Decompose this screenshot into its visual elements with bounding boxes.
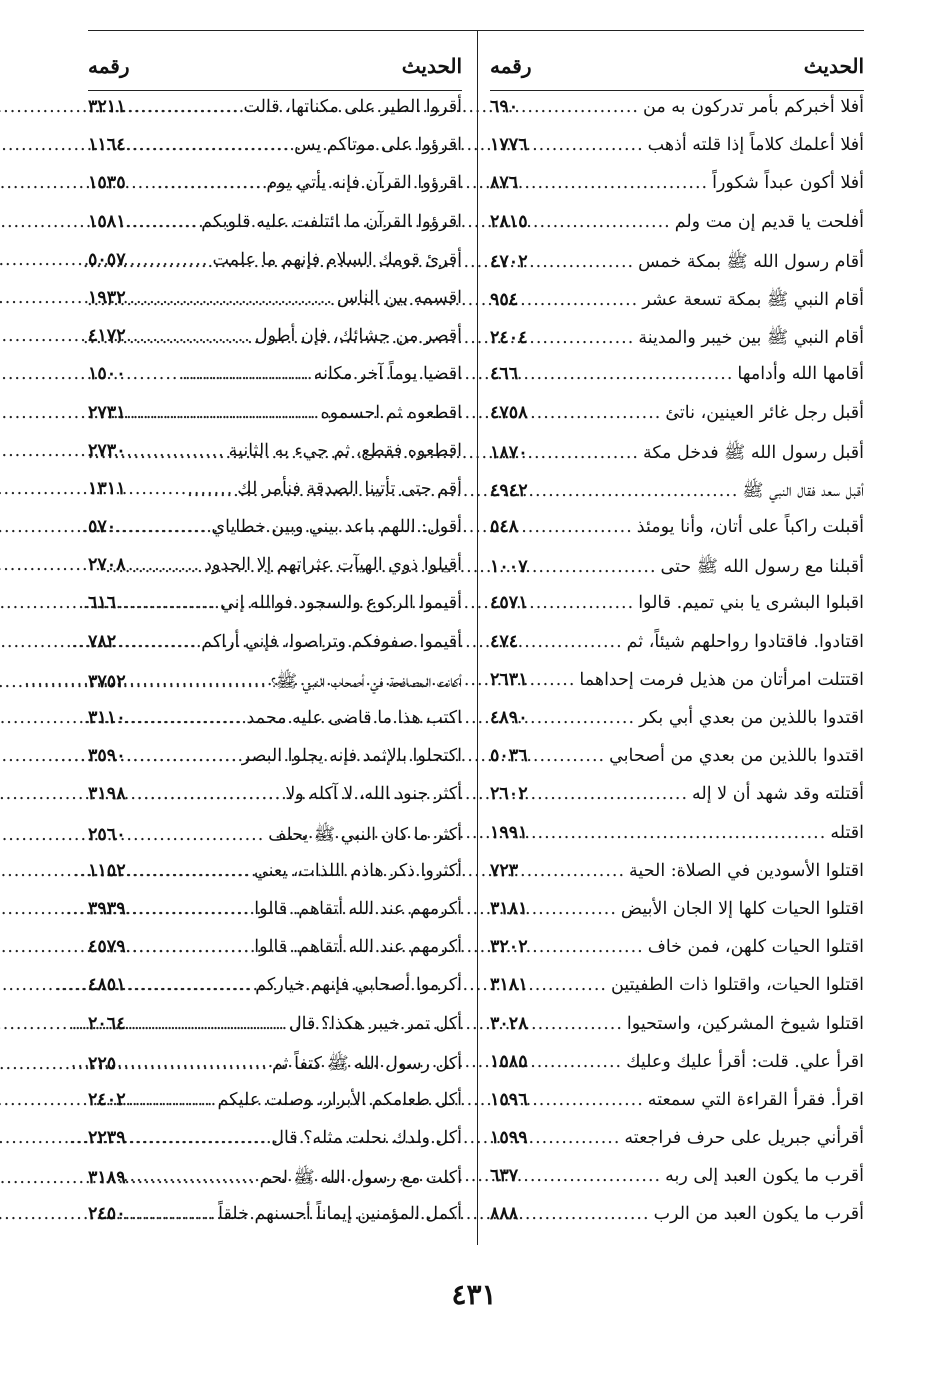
hadith-number: ١٥٨٥ xyxy=(490,1051,528,1072)
hadith-number: ٨٨٨ xyxy=(490,1204,519,1225)
index-entry xyxy=(88,632,462,670)
dot-leader xyxy=(120,517,207,537)
hadith-number: ٤٦٦ xyxy=(490,364,519,385)
hadith-number: ١٩٩١ xyxy=(490,822,528,843)
hadith-number: ٢٠٦٤ xyxy=(88,1013,126,1034)
dot-leader xyxy=(130,899,251,919)
dot-leader xyxy=(130,555,200,575)
hadith-text: اقتلوا الأسودين في الصلاة: الحية xyxy=(629,860,864,881)
hadith-text: اقرؤوا على موتاكم يس xyxy=(294,135,462,156)
header-hadith: الحديث xyxy=(803,54,864,78)
index-entry xyxy=(88,823,462,861)
index-entry xyxy=(88,593,462,631)
dot-leader xyxy=(130,861,250,881)
index-entry xyxy=(88,670,462,708)
dot-leader xyxy=(130,212,198,232)
dot-leader xyxy=(130,441,225,461)
dot-leader xyxy=(130,403,317,423)
hadith-text: أكثر جنود الله، لا آكله ولا xyxy=(285,784,462,805)
hadith-text: أقيموا الركوع والسجود فوالله إني xyxy=(220,593,462,614)
hadith-number: ٣١٨١ xyxy=(490,975,528,996)
hadith-number: ٢٥٦٠ xyxy=(88,824,126,845)
hadith-number: ١٠٠٧ xyxy=(490,557,528,578)
hadith-text: أقرب ما يكون العبد من الرب xyxy=(653,1204,864,1225)
index-entry xyxy=(490,1204,864,1242)
header-hadith: الحديث xyxy=(401,54,462,78)
hadith-number: ٢٤٠٤ xyxy=(490,328,528,349)
hadith-text: أفلا أعلمك كلاماً إذا قلته أذهب xyxy=(647,135,864,156)
hadith-text: أقرب ما يكون العبد إلى ربه xyxy=(665,1166,864,1187)
hadith-number: ٣٠٢٨ xyxy=(490,1013,528,1034)
hadith-number: ٥٠٥٧ xyxy=(88,249,126,270)
hadith-text: اقرأ علي. قلت: أقرأ عليك وعليك xyxy=(626,1051,864,1072)
hadith-text: اكتب هذا ما قاضى عليه محمد xyxy=(246,708,462,728)
hadith-number: ٧٢٣ xyxy=(490,860,519,881)
right-column xyxy=(490,42,864,1243)
hadith-number: ٢٧٠٨ xyxy=(88,555,126,576)
hadith-number: ١٥٨١ xyxy=(88,211,126,232)
index-entry xyxy=(490,899,864,937)
index-entry xyxy=(88,1052,462,1090)
dot-leader xyxy=(130,746,238,766)
hadith-number: ٢٤٠٢ xyxy=(88,1089,126,1110)
hadith-text: اقتله xyxy=(830,822,864,843)
index-entry xyxy=(88,555,462,593)
index-entry xyxy=(88,173,462,211)
hadith-text: أقبلنا مع رسول الله ﷺ حتى xyxy=(660,557,864,578)
top-rule xyxy=(88,30,864,31)
dot-leader xyxy=(120,593,216,613)
index-entry xyxy=(88,1166,462,1204)
hadith-number: ١١٦٤ xyxy=(88,135,126,156)
hadith-text: أكرموا أصحابي فإنهم خياركم xyxy=(255,975,462,996)
dot-leader xyxy=(532,1052,622,1072)
hadith-number: ٤٧٥٨ xyxy=(490,402,528,423)
index-entry xyxy=(490,250,864,288)
dot-leader xyxy=(532,975,607,995)
hadith-text: اقتلوا الحيات كلهن، فمن خاف xyxy=(647,937,864,958)
hadith-text: اكتحلوا بالإثمد فإنه يجلوا البصر xyxy=(241,746,462,767)
dot-leader xyxy=(120,1054,268,1074)
hadith-text: اقرؤوا القرآن فإنه يأتي يوم xyxy=(266,173,462,194)
hadith-number: ١٥٩٩ xyxy=(490,1128,528,1149)
hadith-text: اقبلوا البشرى يا بني تميم. قالوا xyxy=(638,593,864,614)
hadith-text: أقرأني جبريل على حرف فراجعته xyxy=(624,1128,864,1149)
left-column-rows xyxy=(88,97,462,1243)
index-entry xyxy=(88,364,462,402)
left-column xyxy=(88,42,462,1243)
index-entry xyxy=(490,517,864,555)
hadith-text: أقبلت راكباً على أتان، وأنا يومئذ xyxy=(636,517,864,538)
hadith-text: أقام رسول الله ﷺ بمكة خمس xyxy=(638,251,864,272)
dot-leader xyxy=(532,746,605,766)
hadith-number: ٤٧٤ xyxy=(490,631,519,652)
hadith-text: أكرمهم عند الله أتقاهم. قالوا xyxy=(254,937,462,958)
hadith-text: أكل طعامكم الأبرار، وصلت عليكم xyxy=(217,1089,462,1110)
hadith-text: أقروا الطير على مكناتها، قالت xyxy=(243,97,462,117)
dot-leader xyxy=(522,173,708,193)
hadith-number: ٥٤٨ xyxy=(490,517,519,538)
index-entry xyxy=(88,746,462,784)
hadith-text: أقبل رسول الله ﷺ فدخل مكة xyxy=(643,442,864,463)
dot-leader xyxy=(522,97,639,117)
dot-leader xyxy=(532,784,688,804)
hadith-text: اقتادوا. فاقتادوا رواحلهم شيئاً، ثم xyxy=(626,631,864,652)
hadith-number: ٢٢٣٩ xyxy=(88,1128,126,1149)
dot-leader xyxy=(532,823,827,843)
hadith-number: ٢٨١٥ xyxy=(490,211,528,232)
index-entry xyxy=(88,1014,462,1052)
page-number: ٤٣١ xyxy=(451,1278,497,1311)
hadith-text: اقرؤوا القرآن ما ائتلفت عليه قلوبكم xyxy=(201,211,462,232)
dot-leader xyxy=(130,97,240,117)
dot-leader xyxy=(130,288,333,308)
hadith-text: أقيلوا ذوي الهيآت عثراتهم إلا الحدود xyxy=(204,555,462,576)
hadith-text: أفلا أكون عبداً شكوراً xyxy=(712,173,864,194)
dot-leader xyxy=(532,1014,623,1034)
index-entry xyxy=(490,670,864,708)
index-entry xyxy=(490,1090,864,1128)
dot-leader xyxy=(522,1166,661,1186)
hadith-text: اقطعوه ثم احسموه xyxy=(320,402,462,423)
hadith-number: ٣١١٠ xyxy=(88,708,126,728)
right-column-rows xyxy=(490,97,864,1243)
index-entry xyxy=(490,784,864,822)
index-entry xyxy=(490,1128,864,1166)
dot-leader xyxy=(130,1014,285,1034)
dot-leader xyxy=(130,250,209,270)
hadith-number: ٤٥٧١ xyxy=(490,593,528,614)
hadith-number: ٣٧٥٢ xyxy=(88,671,126,692)
dot-leader xyxy=(130,825,265,845)
hadith-number: ١٨٧٠ xyxy=(490,442,528,463)
index-entry xyxy=(490,364,864,402)
index-entry xyxy=(490,708,864,746)
index-entry xyxy=(490,288,864,326)
hadith-number: ٢٧٣١ xyxy=(88,402,126,423)
index-entry xyxy=(88,250,462,288)
hadith-number: ٤٧٠٢ xyxy=(490,251,528,272)
index-entry xyxy=(490,97,864,135)
hadith-text: اقسمه بين الناس xyxy=(336,287,462,308)
index-entry xyxy=(490,861,864,899)
dot-leader xyxy=(130,784,282,804)
dot-leader xyxy=(532,593,635,613)
hadith-number: ٣١٩٨ xyxy=(88,784,126,805)
dot-leader xyxy=(130,1090,214,1110)
index-entry xyxy=(490,555,864,593)
hadith-text: أقم حتى تأتينا الصدقة فنأمر لك xyxy=(237,478,462,499)
hadith-number: ٣٩٣٩ xyxy=(88,898,126,919)
hadith-text: أكل تمر خيبر هكذا؟ قال xyxy=(288,1013,462,1034)
dot-leader xyxy=(522,861,625,881)
index-entry xyxy=(88,861,462,899)
index-entry xyxy=(490,135,864,173)
hadith-number: ٦٩٠ xyxy=(490,97,519,117)
index-entry xyxy=(490,326,864,364)
hadith-number: ٤٨٥١ xyxy=(88,975,126,996)
hadith-text: أفلحت يا قديم إن مت ولم xyxy=(674,211,864,232)
index-entry xyxy=(490,1014,864,1052)
dot-leader xyxy=(522,1204,649,1224)
index-entry xyxy=(88,899,462,937)
dot-leader xyxy=(130,1204,215,1224)
dot-leader xyxy=(130,364,310,384)
hadith-number: ٣٢١١ xyxy=(88,97,126,117)
hadith-number: ٥٧٠ xyxy=(88,517,117,538)
hadith-number: ١٥٩٦ xyxy=(490,1089,528,1110)
index-entry xyxy=(490,746,864,784)
hadith-number: ٢٤٥٠ xyxy=(88,1204,126,1225)
index-entry xyxy=(88,937,462,975)
dot-leader xyxy=(532,1090,644,1110)
index-entry xyxy=(88,135,462,173)
header-number: رقمه xyxy=(88,54,130,78)
hadith-text: أقامها الله وأدامها xyxy=(737,364,864,385)
hadith-number: ٨٧٦ xyxy=(490,173,519,194)
dot-leader xyxy=(130,479,234,499)
index-entry xyxy=(88,212,462,250)
hadith-text: أكلت مع رسول الله ﷺ لحم xyxy=(259,1168,462,1189)
dot-leader xyxy=(522,632,622,652)
dot-leader xyxy=(532,212,671,232)
index-entry xyxy=(88,479,462,517)
index-entry xyxy=(490,937,864,975)
hadith-number: ١٥٣٥ xyxy=(88,173,126,194)
hadith-text: أفلا أخبركم بأمر تدركون به من xyxy=(643,97,864,117)
hadith-text: أكثر ما كان النبي ﷺ يحلف xyxy=(268,824,462,845)
dot-leader xyxy=(130,975,252,995)
hadith-number: ٢٦٣١ xyxy=(490,669,528,690)
hadith-number: ٩٥٤ xyxy=(490,289,519,310)
hadith-text: اقتدوا باللذين من بعدي من أصحابي xyxy=(609,746,864,767)
hadith-text: أكانت المصافحة في أصحاب النبي ﷺ؟ xyxy=(271,671,462,692)
hadith-number: ١٧٧٦ xyxy=(490,135,528,156)
hadith-text: أقام النبي ﷺ بين خيبر والمدينة xyxy=(638,328,864,349)
dot-leader xyxy=(130,1168,256,1188)
dot-leader xyxy=(532,135,644,155)
hadith-text: اقضيا يوماً آخر مكانه xyxy=(313,364,462,385)
hadith-text: أكثروا ذكر هاذم اللذات، يعني xyxy=(253,860,462,881)
dot-leader xyxy=(522,517,633,537)
hadith-number: ١٩٣٢ xyxy=(88,287,126,308)
dot-leader xyxy=(130,326,251,346)
hadith-text: أكل رسول الله ﷺ كتفاً ثم xyxy=(272,1053,462,1074)
dot-leader xyxy=(130,173,263,193)
hadith-text: أقول: اللهم باعد بيني وبين خطاياي xyxy=(211,517,462,538)
index-entry xyxy=(490,1052,864,1090)
hadith-number: ٤١٧٢ xyxy=(88,326,126,347)
index-entry xyxy=(88,975,462,1013)
hadith-number: ١٥٠٠ xyxy=(88,364,126,385)
hadith-number: ٢٢٥ xyxy=(88,1053,117,1074)
header-number: رقمه xyxy=(490,54,532,78)
dot-leader xyxy=(522,290,638,310)
hadith-text: أقبل سعد فقال النبي ﷺ xyxy=(742,480,864,501)
hadith-number: ١١٥٢ xyxy=(88,860,126,881)
hadith-text: أكل ولدك نحلت مثله؟ قال xyxy=(271,1128,462,1149)
dot-leader xyxy=(532,481,739,501)
dot-leader xyxy=(130,708,243,728)
index-entry xyxy=(490,479,864,517)
hadith-number: ١٣١١ xyxy=(88,478,126,499)
hadith-number: ٣١٨٩ xyxy=(88,1168,126,1189)
dot-leader xyxy=(532,937,644,957)
hadith-text: أقيموا صفوفكم وتراصوا، فإني أراكم xyxy=(201,631,462,652)
dot-leader xyxy=(532,403,662,423)
dot-leader xyxy=(120,632,197,652)
hadith-number: ٤٨٩٠ xyxy=(490,708,528,728)
hadith-text: أقرئ قومك السلام فإنهم ما علمت xyxy=(212,249,462,270)
index-entry xyxy=(490,632,864,670)
hadith-number: ٦٣٧ xyxy=(490,1166,519,1187)
index-entry xyxy=(88,441,462,479)
hadith-number: ٥٠٣٦ xyxy=(490,746,528,767)
index-entry xyxy=(88,784,462,822)
hadith-text: أقتلته وقد شهد أن لا إله xyxy=(692,784,864,805)
index-entry xyxy=(88,1090,462,1128)
hadith-text: أقبل رجل غائر العينين، ناتئ xyxy=(665,402,864,423)
hadith-text: أكرمهم عند الله أتقاهم. قالوا xyxy=(254,898,462,919)
hadith-text: أقصر من جشائك، فإن أطول xyxy=(254,326,462,347)
hadith-text: اقتلوا شيوخ المشركين، واستحيوا xyxy=(626,1013,864,1034)
dot-leader xyxy=(522,364,733,384)
dot-leader xyxy=(532,899,617,919)
dot-leader xyxy=(532,252,635,272)
index-entry xyxy=(88,1128,462,1166)
hadith-number: ٣٥٩٠ xyxy=(88,746,126,767)
dot-leader xyxy=(532,328,635,348)
dot-leader xyxy=(130,1128,268,1148)
index-entry xyxy=(490,1166,864,1204)
hadith-text: اقرأ. فقرأ القراءة التي سمعته xyxy=(647,1089,864,1110)
index-entry xyxy=(490,403,864,441)
hadith-text: أكمل المؤمنين إيماناً أحسنهم خلقاً xyxy=(218,1204,462,1225)
dot-leader xyxy=(130,672,267,692)
hadith-text: أقام النبي ﷺ بمكة تسعة عشر xyxy=(642,289,864,310)
hadith-number: ٧٨٢ xyxy=(88,631,117,652)
hadith-number: ٢٧٣٠ xyxy=(88,440,126,461)
dot-leader xyxy=(532,557,657,577)
index-entry xyxy=(490,823,864,861)
hadith-number: ٣١٨١ xyxy=(490,898,528,919)
dot-leader xyxy=(532,670,576,690)
right-column-header xyxy=(490,42,864,91)
index-entry xyxy=(88,403,462,441)
index-entry xyxy=(490,441,864,479)
dot-leader xyxy=(532,1128,621,1148)
hadith-number: ٤٥٧٩ xyxy=(88,937,126,958)
hadith-text: اقتتلت امرأتان من هذيل فرمت إحداهما xyxy=(579,669,864,690)
index-entry xyxy=(490,975,864,1013)
index-entry xyxy=(88,288,462,326)
index-entry xyxy=(88,97,462,135)
hadith-number: ٢٦٠٢ xyxy=(490,784,528,805)
hadith-text: اقتلوا الحيات كلها إلا الجان الأبيض xyxy=(620,898,864,919)
index-entry xyxy=(88,1204,462,1242)
hadith-text: اقتدوا باللذين من بعدي أبي بكر xyxy=(639,708,864,728)
hadith-text: اقتلوا الحيات، واقتلوا ذات الطفيتين xyxy=(610,975,864,996)
dot-leader xyxy=(532,708,635,728)
hadith-number: ٤٩٤٢ xyxy=(490,480,528,501)
hadith-number: ٦١٦ xyxy=(88,593,117,614)
index-entry xyxy=(490,593,864,631)
dot-leader xyxy=(130,135,290,155)
index-entry xyxy=(490,173,864,211)
index-entry xyxy=(88,517,462,555)
index-entry xyxy=(88,708,462,746)
hadith-number: ٣٢٠٢ xyxy=(490,937,528,958)
hadith-text: اقطعوه فقطع، ثم جيء به الثانية xyxy=(228,440,462,461)
dot-leader xyxy=(532,443,639,463)
index-page xyxy=(88,30,864,1245)
left-column-header xyxy=(88,42,462,91)
index-entry xyxy=(490,212,864,250)
dot-leader xyxy=(130,937,251,957)
index-entry xyxy=(88,326,462,364)
